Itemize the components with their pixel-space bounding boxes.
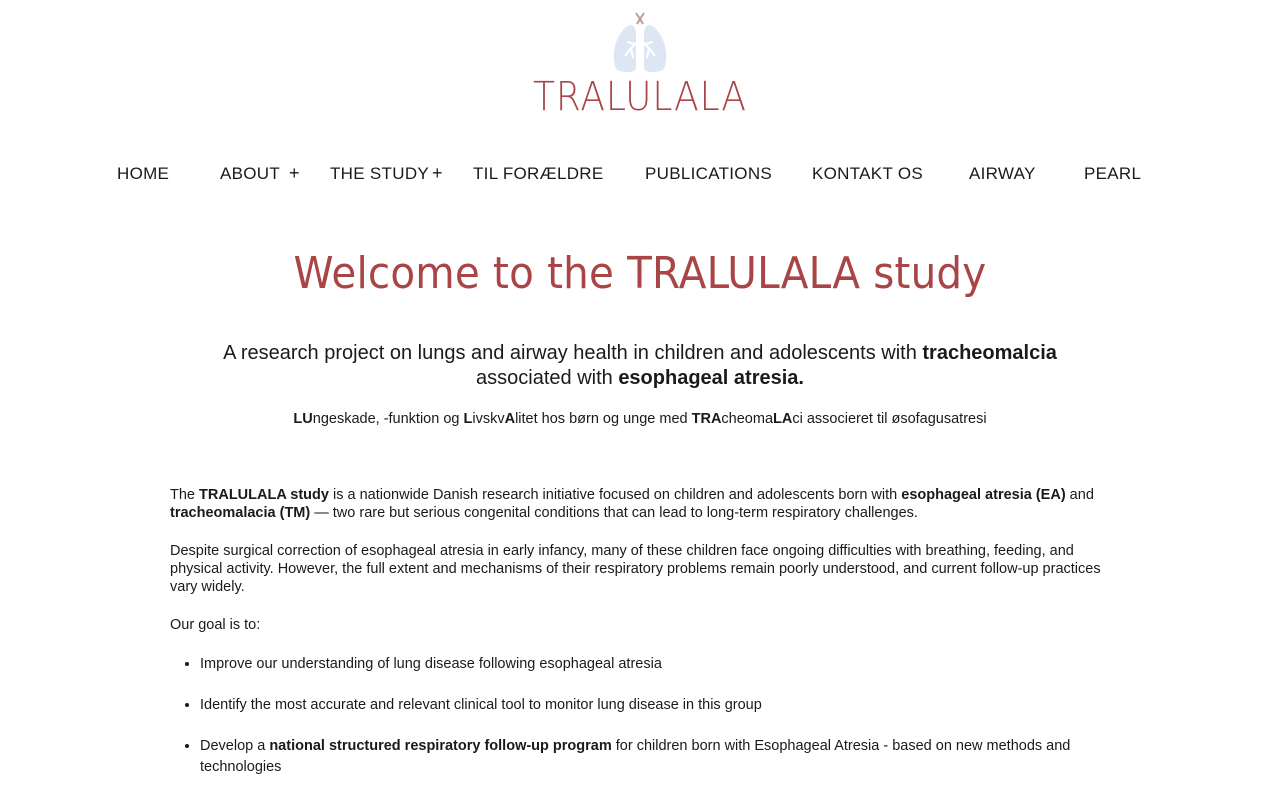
nav-about-expand-icon[interactable]: + bbox=[289, 163, 300, 183]
nav-item-home[interactable]: HOME bbox=[117, 164, 170, 183]
nav-study-expand-icon[interactable]: + bbox=[432, 163, 443, 183]
acronym-explanation: LUngeskade, -funktion og LivskvAlitet hos børn og unge med TRAcheomaLAci associeret til øsofagusatresi bbox=[293, 411, 987, 427]
term-esophageal-atresia: esophageal atresia. bbox=[618, 367, 804, 389]
nav-item-pearl[interactable]: PEARL bbox=[1084, 164, 1142, 183]
goals-list bbox=[170, 654, 1100, 798]
lead-text: A research project on lungs and airway health in children and adolescents with tracheomalcia associated with esophageal atresia. bbox=[223, 342, 1057, 389]
nav-item-airway[interactable]: AIRWAY bbox=[969, 164, 1036, 183]
goal-heading: Our goal is to: bbox=[170, 617, 261, 633]
nav-item-publications[interactable]: PUBLICATIONS bbox=[645, 164, 773, 183]
nav-item-about[interactable]: ABOUT bbox=[220, 164, 281, 183]
background-paragraph: Despite surgical correction of esophageal atresia in early infancy, many of these children face ongoing difficulties with breathing, feeding, and physical activity. However, the full extent and mechanisms of their respiratory problems remain poorly understood, and current follow-up practices vary widely. bbox=[170, 543, 1101, 595]
intro-paragraph: The TRALULALA study is a nationwide Danish research initiative focused on children and adolescents born with esophageal atresia (EA) and tracheomalacia (TM) — two rare but serious congenital conditions that can lead to long-term respiratory challenges. bbox=[170, 487, 1094, 521]
list-item: • Identify the most accurate and relevant clinical tool to monitor lung disease in this group bbox=[200, 695, 1100, 716]
lungs-icon bbox=[607, 10, 673, 76]
nav-item-kontakt-os[interactable]: KONTAKT OS bbox=[812, 164, 924, 183]
list-item: • Improve our understanding of lung disease following esophageal atresia bbox=[200, 654, 1100, 675]
page-title: Welcome to the TRALULALA study bbox=[293, 248, 987, 299]
main-nav bbox=[0, 164, 1280, 190]
site-name[interactable]: TRALULALA bbox=[533, 74, 747, 120]
term-tracheomalacia: tracheomalcia bbox=[922, 342, 1057, 364]
nav-item-til-foraeldre[interactable]: TIL FORÆLDRE bbox=[473, 164, 604, 183]
list-item: • Develop a national structured respiratory follow-up program for children born with Esophageal Atresia - based on new methods and technologies bbox=[200, 736, 1100, 778]
site-logo[interactable] bbox=[0, 10, 1280, 80]
nav-item-the-study[interactable]: THE STUDY bbox=[330, 164, 430, 183]
